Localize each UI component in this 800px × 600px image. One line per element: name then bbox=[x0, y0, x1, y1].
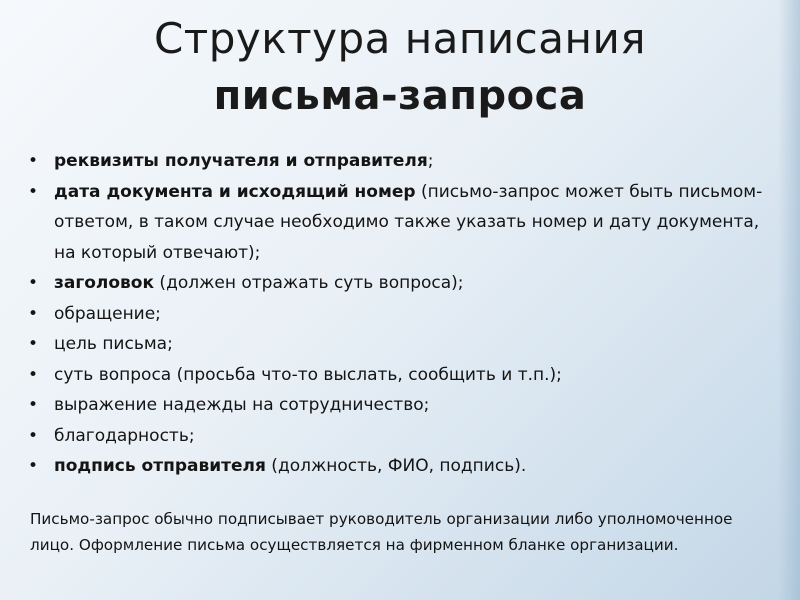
footer-note: Письмо-запрос обычно подписывает руководитель организации либо уполномоченное лицо. Оформление письма осуществляется на фирменном бланке организации. bbox=[30, 510, 733, 554]
item-text: обращение; bbox=[54, 303, 161, 324]
item-text: ; bbox=[427, 151, 434, 171]
bullet-icon: • bbox=[28, 425, 39, 446]
list-item bbox=[26, 451, 766, 482]
list-item bbox=[26, 390, 766, 421]
bullet-icon: • bbox=[28, 456, 39, 476]
item-text: суть вопроса (просьба что-то выслать, сообщить и т.п.); bbox=[54, 364, 562, 385]
title-line-1: Структура написания bbox=[153, 14, 647, 63]
item-bold-text: заголовок bbox=[54, 273, 155, 293]
bullet-icon: • bbox=[28, 273, 39, 293]
list-item bbox=[26, 360, 766, 391]
bullet-icon: • bbox=[28, 151, 39, 171]
item-text: (должность, ФИО, подпись). bbox=[265, 456, 527, 476]
list-item bbox=[26, 146, 766, 177]
item-bold-text: дата документа и исходящий номер bbox=[54, 181, 416, 202]
bullet-list bbox=[26, 146, 766, 482]
list-item bbox=[26, 268, 766, 299]
title-line-2: письма-запроса bbox=[213, 73, 587, 119]
bullet-icon: • bbox=[28, 364, 39, 385]
bullet-icon: • bbox=[28, 181, 39, 202]
item-text: (должен отражать суть вопроса); bbox=[154, 273, 464, 293]
bullet-icon: • bbox=[28, 303, 39, 324]
item-text: благодарность; bbox=[54, 425, 195, 446]
item-text: выражение надежды на сотрудничество; bbox=[54, 395, 430, 415]
slide-title bbox=[0, 10, 800, 124]
list-item bbox=[26, 329, 766, 360]
item-text: цель письма; bbox=[54, 334, 173, 354]
list-item bbox=[26, 421, 766, 452]
bullet-icon: • bbox=[28, 395, 39, 415]
list-item bbox=[26, 299, 766, 330]
list-item bbox=[26, 177, 766, 269]
bullet-icon: • bbox=[28, 334, 39, 354]
item-text: (письмо-запрос может быть письмом-ответом, в таком случае необходимо также указать номер и дату документа, на который отвечают); bbox=[54, 181, 763, 263]
item-bold-text: подпись отправителя bbox=[54, 456, 266, 476]
item-bold-text: реквизиты получателя и отправителя bbox=[54, 151, 428, 171]
